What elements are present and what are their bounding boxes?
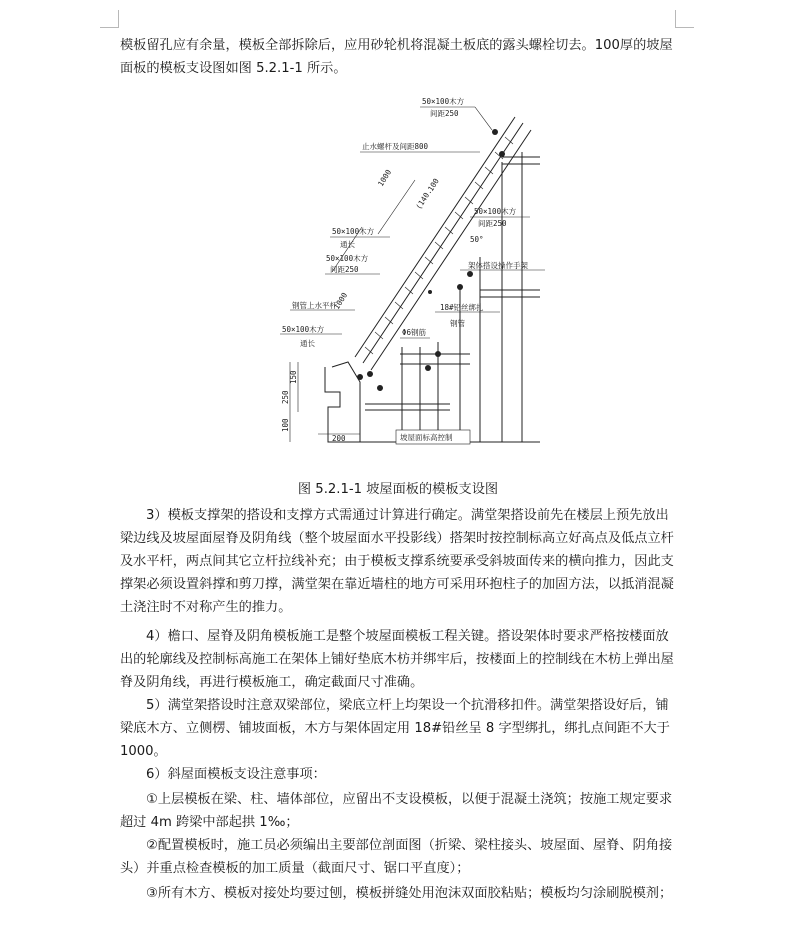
fig-label-14: 架体搭设操作手架 [468, 261, 528, 270]
eave-wall [325, 367, 348, 442]
paragraph-6-1: ①上层模板在梁、柱、墙体部位，应留出不支设模板，以便于混凝土浇筑；按施工规定要求超过 4m 跨梁中部起拱 1‰； [120, 792, 673, 830]
fig-label-21: 150 [289, 370, 298, 384]
fig-label-11: 50×100木方 [326, 254, 369, 263]
paragraph-5: 5）满堂架搭设时注意双梁部位，梁底立杆上均架设一个抗滑移扣件。满堂架搭设好后，铺梁底木方、立侧楞、铺坡面板，木方与架体固定用 18#铅丝呈 8 字型绑扎，绑扎点间距不大于 1000。 [120, 698, 670, 759]
formwork-diagram [270, 92, 550, 454]
slab-line-3 [371, 130, 531, 370]
slab-line-2 [363, 123, 523, 363]
fig-label-16: 18#铅丝绑扎 [440, 303, 484, 312]
margin-mark-top-left-h [100, 27, 118, 28]
fig-label-26: 50° [470, 235, 484, 244]
fig-label-20: 通长 [300, 339, 315, 348]
fig-label-19: 50×100木方 [282, 325, 325, 334]
paragraph-6-3: ③所有木方、模板对接处均要过刨，模板拼缝处用泡沫双面胶粘贴；模板均匀涂刷脱模剂； [146, 886, 673, 901]
fig-label-13: 1000 [332, 290, 350, 312]
fig-label-15: 钢管上水平杆 [292, 301, 337, 310]
fig-label-17: Φ6钢筋 [402, 328, 427, 337]
fig-label-1: 50×100木方 [422, 97, 465, 106]
paragraph-6: 6）斜屋面模板支设注意事项： [146, 767, 326, 782]
fig-label-18: 钢管 [450, 319, 465, 328]
fig-label-4: 1000 [376, 167, 394, 189]
formwork-figure [270, 92, 550, 454]
figure-caption: 图 5.2.1-1 坡屋面板的模板支设图 [297, 482, 499, 497]
fig-label-24: 200 [332, 434, 346, 443]
fig-label-23: 100 [281, 418, 290, 432]
fig-label-5: 100 [426, 176, 441, 194]
fasteners [357, 129, 505, 391]
margin-mark-top-right [675, 10, 676, 28]
fig-label-25: 坡屋面标高控制 [400, 433, 453, 442]
fig-label-2: 间距250 [430, 109, 459, 118]
fig-label-8: 间距250 [478, 219, 507, 228]
fig-label-7: 50×100木方 [474, 207, 517, 216]
fig-label-12: 间距250 [330, 265, 359, 274]
fig-label-9: 50×100木方 [332, 227, 375, 236]
fig-label-6: (140. [414, 187, 434, 212]
margin-mark-top-right-h [676, 27, 694, 28]
paragraph-3: 3）模板支撑架的搭设和支撑方式需通过计算进行确定。满堂架搭设前先在楼层上预先放出梁边线及坡屋面屋脊及阴角线（整个坡屋面水平投影线）搭架时按控制标高立好高点及低点立杆及水平杆，两点间其它立杆拉线补充；由于模板支撑系统要承受斜坡面传来的横向推力，因此支撑架必须设置斜撑和剪刀撑，满堂架在靠近墙柱的地方可采用环抱柱子的加固方法，以抵消混凝土浇注时不对称产生的推力。 [120, 508, 674, 615]
paragraph-intro: 模板留孔应有余量，模板全部拆除后，应用砂轮机将混凝土板底的露头螺栓切去。100厚的坡屋面板的模板支设图如图 5.2.1-1 所示。 [120, 38, 673, 76]
fig-label-22: 250 [281, 390, 290, 404]
paragraph-6-2: ②配置模板时，施工员必须编出主要部位剖面图（折梁、梁柱接头、坡屋面、屋脊、阴角接头）并重点检查模板的加工质量（截面尺寸、锯口平直度）； [120, 838, 673, 876]
fig-label-10: 通长 [340, 240, 355, 249]
margin-mark-top-left [118, 10, 119, 28]
paragraph-4: 4）檐口、屋脊及阴角模板施工是整个坡屋面模板工程关键。搭设架体时要求严格按楼面放出的轮廓线及控制标高施工在架体上铺好垫底木枋并绑牢后，按楼面上的控制线在木枋上弹出屋脊及阴角线，再进行模板施工，确定截面尺寸准确。 [120, 629, 674, 690]
fig-label-3: 止水螺杆及间距800 [362, 142, 429, 151]
